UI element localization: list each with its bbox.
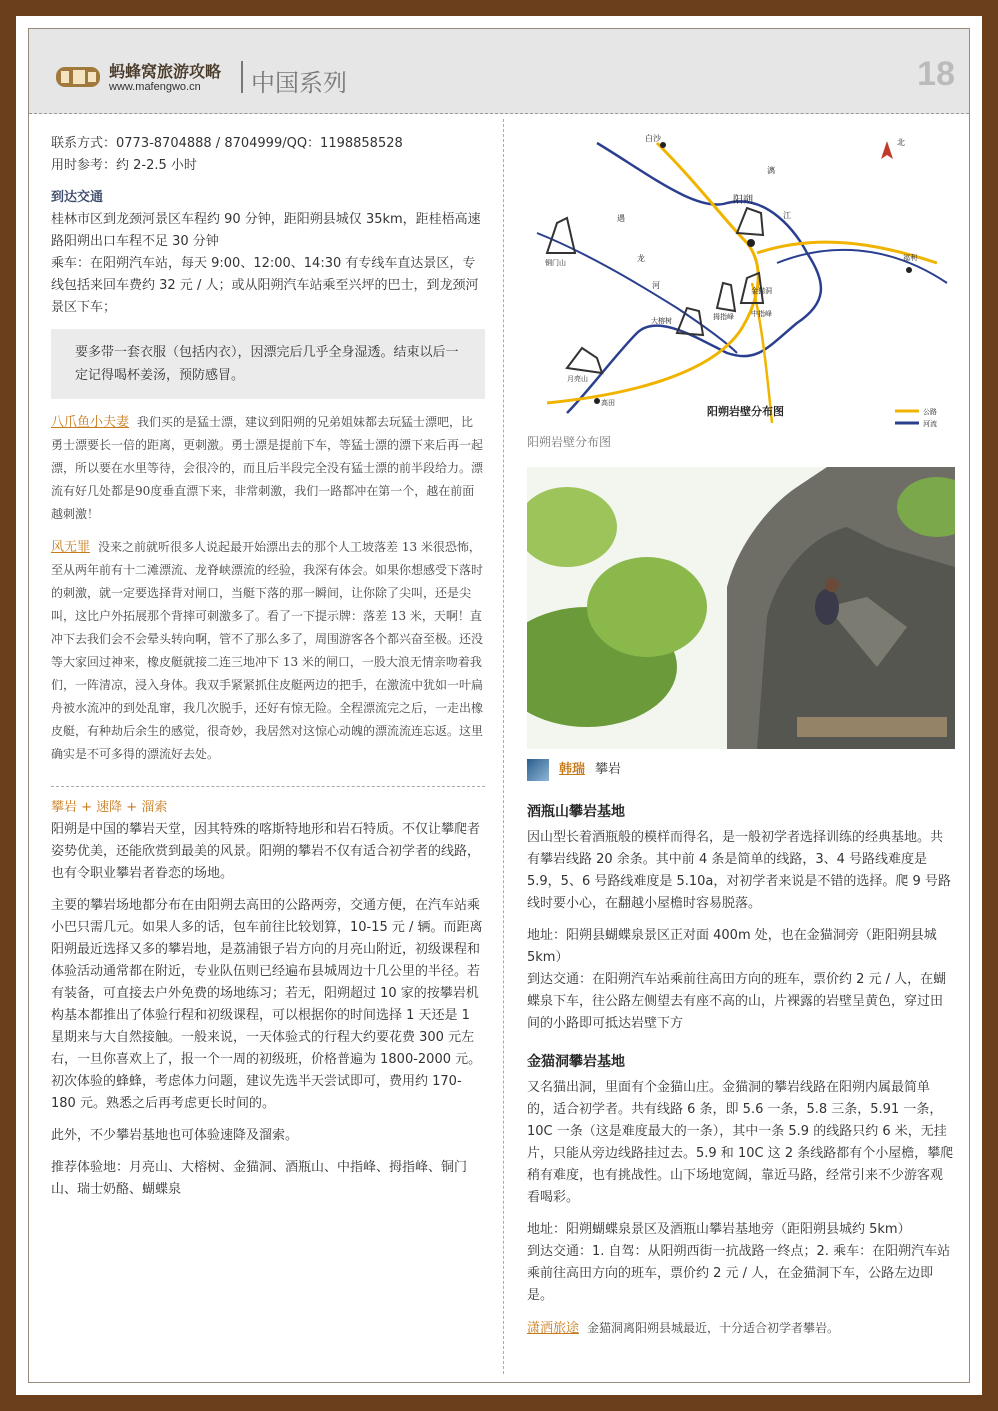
legend-road-label: 公路	[923, 408, 937, 416]
legend-river-label: 河流	[923, 420, 937, 428]
body-paragraph: 阳朔是中国的攀岩天堂，因其特殊的喀斯特地形和岩石特质。不仅让攀爬者姿势优美，还能欣赏到最美的风景。阳朔的攀岩不仅有适合初学者的线路，也有令职业攀岩者眷恋的场地。	[51, 822, 481, 881]
page-header	[29, 29, 969, 114]
quote-author[interactable]: 潇洒旅途	[527, 1321, 580, 1336]
transport-text-1: 桂林市区到龙颈河景区车程约 90 分钟，距阳朔县城仅 35km，距桂梧高速路阳朔出口车程不足 30 分钟	[51, 212, 481, 249]
time-info: 用时参考：约 2-2.5 小时	[51, 158, 197, 173]
town-dot	[747, 239, 755, 247]
contact-info: 联系方式：0773-8704888 / 8704999/QQ：1198858528	[51, 136, 403, 151]
right-column	[527, 133, 955, 1340]
series-title: 中国系列	[251, 69, 347, 97]
crag-icon	[567, 348, 602, 373]
map-north-label: 北	[897, 138, 905, 147]
body-paragraph: 因山型长着酒瓶般的模样而得名，是一般初学者选择训练的经典基地。共有攀岩线路 20 余条。其中前 4 条是简单的线路，3、4 号路线难度是 5.9，5、6 号路线难度是 5.10a，对初学者来说是不错的选择。爬 9 号路线时要小心，在翻越小屋檐时容易脱落。	[527, 830, 951, 911]
transport-text: 到达交通：在阳朔汽车站乘前往高田方向的班车，票价约 2 元 / 人，在蝴蝶泉下车，往公路左侧望去有座不高的山，片裸露的岩壁呈黄色，穿过田间的小路即可抵达岩壁下方	[527, 972, 947, 1031]
page-number: 18	[917, 55, 955, 93]
map-label: 江	[783, 211, 791, 220]
quote-author[interactable]: 八爪鱼小夫妻	[51, 415, 130, 430]
map-label: 拇指峰	[713, 313, 734, 321]
tip-box: 要多带一套衣服（包括内衣），因漂完后几乎全身湿透。结束以后一定记得喝杯姜汤，预防感冒。	[51, 329, 485, 399]
map-label: 中指峰	[751, 310, 772, 318]
map-label: 铜门山	[545, 259, 566, 267]
map-label: 河	[652, 281, 660, 290]
map-label: 金猫洞	[751, 287, 772, 295]
section-heading: 金猫洞攀岩基地	[527, 1054, 625, 1070]
map-graphic	[527, 133, 955, 429]
photo-author	[527, 759, 955, 781]
mafengwo-logo-icon	[55, 61, 103, 91]
map-label: 月亮山	[567, 375, 588, 383]
traveler-quote	[527, 1317, 955, 1340]
map-label: 白沙	[645, 134, 661, 143]
climbing-photo-image	[527, 467, 955, 749]
map-label: 遇	[617, 214, 625, 223]
header-separator	[241, 61, 243, 93]
map-label: 漓	[767, 166, 775, 175]
climbing-photo	[527, 467, 955, 749]
section-heading: 酒瓶山攀岩基地	[527, 804, 625, 820]
section-heading: 攀岩 + 速降 + 溜索	[51, 800, 168, 815]
map-title: 阳朔岩壁分布图	[707, 405, 784, 418]
body-paragraph: 此外，不少攀岩基地也可体验速降及溜索。	[51, 1128, 299, 1143]
crag-icon	[737, 208, 763, 235]
map-label: 福利	[903, 254, 917, 262]
crag-icon	[717, 283, 735, 311]
town-dot	[594, 398, 600, 404]
body-paragraph: 又名猫出洞，里面有个金猫山庄。金猫洞的攀岩线路在阳朔内属最简单的，适合初学者。共有线路 6 条，即 5.6 一条，5.8 三条，5.91 一条，10C 一条（这是难度最大的一条），其中一条 5.9 的线路只约 6 米，无挂片，只能从旁边线路挂过去。5.9 和 10C 这 2 条线路都有个小屋檐，攀爬稍有难度，也有挑战性。山下场地宽阔，靠近马路，经常引来不少游客观看喝彩。	[527, 1080, 954, 1205]
brand-url: www.mafengwo.cn	[109, 81, 201, 93]
body-paragraph: 主要的攀岩场地都分布在由阳朔去高田的公路两旁，交通方便，在汽车站乘小巴只需几元。如果人多的话，包车前往比较划算，10-15 元 / 辆。而距离阳朔最近选择又多的攀岩地，是荔浦银子岩方向的月亮山附近，初级课程和体验活动通常都在附近，专业队伍则已经遍布县城周边十几公里的半径。若有装备，可直接去户外免费的场地练习；若无，阳朔超过 10 家的按攀岩机构基本都推出了体验行程和初级课程，可以根据你的时间选择 1 天还是 1 星期来与大自然接触。一般来说，一天体验式的行程大约要花费 300 元左右，一旦你喜欢上了，报一个一周的初级班，价格普遍为 1800-2000 元。初次体验的蜂蜂，考虑体力问题，建议先选半天尝试即可，费用约 170-180 元。熟悉之后再考虑更长时间的。	[51, 898, 483, 1111]
left-column	[51, 133, 485, 1201]
map-label: 阳朔	[733, 195, 753, 206]
transport-text: 到达交通：1. 自驾：从阳朔西街一抗战路一终点；2. 乘车：在阳朔汽车站乘前往高田方向的班车，票价约 2 元 / 人，在金猫洞下车，公路左边即是。	[527, 1244, 951, 1303]
map-label: 龙	[637, 254, 645, 263]
quote-text: 我们买的是猛士漂，建议到阳朔的兄弟姐妹都去玩猛士漂吧，比勇士漂要长一倍的距离，更刺激。勇士漂是提前下车，等猛士漂的漂下来后再一起漂，所以要在水里等待，会很冷的，而且后半段完全没有猛士漂的前半段给力。漂流有好几处都是90度垂直漂下来，非常刺激，我们一路都冲在第一个，越在前面越刺激！	[51, 415, 484, 521]
quote-text: 金猫洞离阳朔县城最近，十分适合初学者攀岩。	[587, 1321, 840, 1335]
north-arrow-icon	[881, 141, 893, 159]
town-dot	[906, 267, 912, 273]
traveler-quote	[51, 536, 485, 766]
climbing-map	[527, 133, 955, 429]
map-caption: 阳朔岩壁分布图	[527, 435, 612, 449]
quote-text: 没来之前就听很多人说起最开始漂出去的那个人工坡落差 13 米很恐怖，至从两年前有十二滩漂流、龙脊峡漂流的经验，我深有体会。如果你想感受下落时的刺激，就一定要选择背对闸口，当艇下落的那一瞬间，让你除了尖叫，还是尖叫，这比户外拓展那个背摔可刺激多了。看了一下提示牌：落差 13 米，天啊！直冲下去我们会不会晕头转向啊，管不了那么多了，周围游客各个都兴奋至极。还没等大家回过神来，橡皮艇就接二连三地冲下 13 米的闸口，一股大浪无情亲吻着我们，一阵清凉，浸入身体。我双手紧紧抓住皮艇两边的把手，在激流中犹如一叶扁舟被水流冲的到处乱窜，我几次脱手，还好有惊无险。全程漂流完之后，一走出橡皮艇，有种劫后余生的感觉，很奇妙，我居然对这惊心动魄的漂流流连忘返。这里确实是不可多得的漂流好去处。	[51, 540, 484, 761]
page-frame	[28, 28, 970, 1383]
traveler-quote	[51, 411, 485, 526]
address-text: 地址：阳朔蝴蝶泉景区及酒瓶山攀岩基地旁（距阳朔县城约 5km）	[527, 1222, 911, 1237]
avatar	[527, 759, 549, 781]
column-divider	[503, 119, 504, 1374]
brand-name: 蚂蜂窝旅游攻略	[109, 62, 222, 81]
section-divider	[51, 786, 485, 787]
transport-text-2: 乘车：在阳朔汽车站，每天 9:00、12:00、14:30 有专线车直达景区，专线包括来回车费约 32 元 / 人；或从阳朔汽车站乘至兴坪的巴士，到龙颈河景区下车；	[51, 256, 479, 315]
author-name[interactable]: 韩瑞	[559, 762, 586, 777]
river-branch	[537, 233, 737, 353]
address-text: 地址：阳朔县蝴蝶泉景区正对面 400m 处，也在金猫洞旁（距阳朔县城 5km）	[527, 928, 937, 965]
quote-author[interactable]: 风无罪	[51, 540, 91, 555]
river-branch	[777, 250, 947, 283]
transport-heading: 到达交通	[51, 190, 104, 205]
author-tag: 攀岩	[595, 762, 622, 777]
road-line	[547, 143, 758, 403]
page	[16, 16, 982, 1395]
map-label: 大榕树	[651, 317, 672, 325]
map-label: 高田	[601, 399, 615, 407]
body-paragraph: 推荐体验地：月亮山、大榕树、金猫洞、酒瓶山、中指峰、拇指峰、铜门山、瑞士奶酪、蝴蝶泉	[51, 1160, 468, 1197]
